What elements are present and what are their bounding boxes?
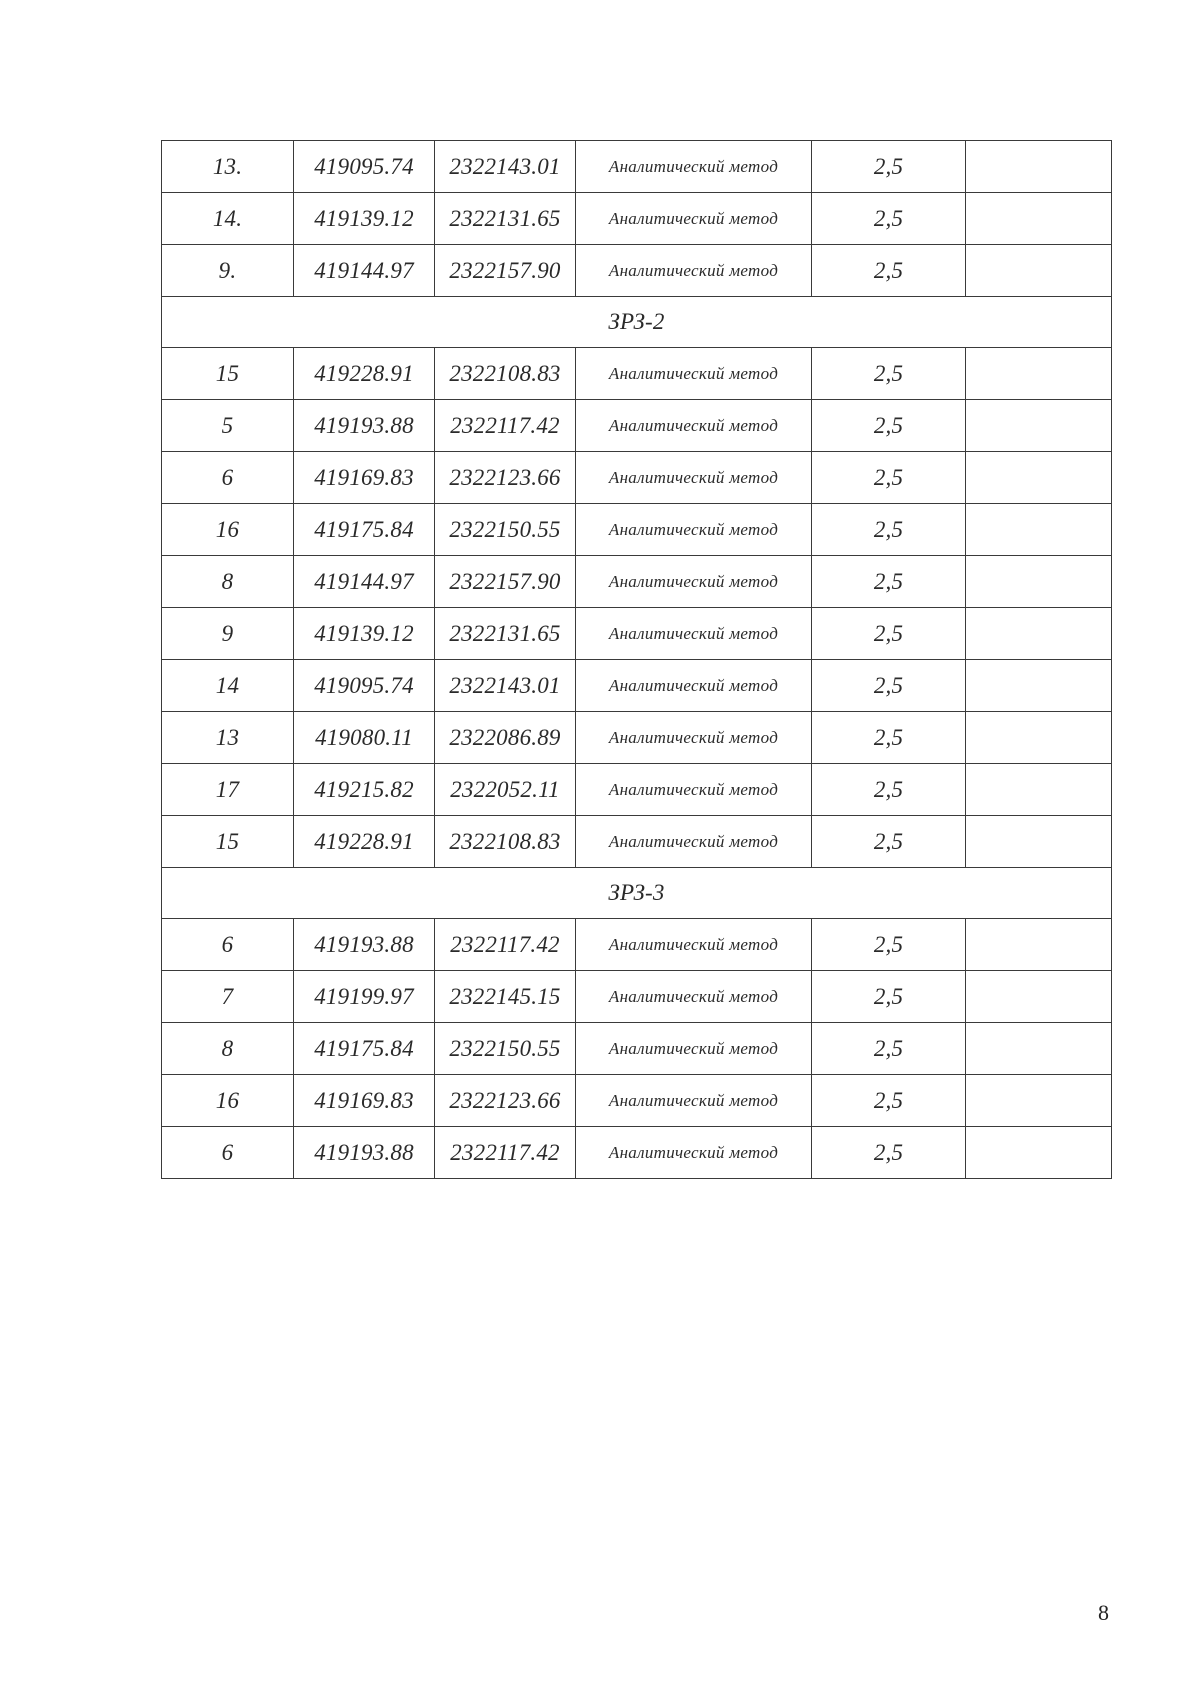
y-coordinate-cell: 2322117.42 — [435, 400, 576, 452]
extra-cell — [966, 193, 1112, 245]
section-header-row — [162, 868, 1112, 919]
table-row — [162, 919, 1112, 971]
extra-cell — [966, 608, 1112, 660]
section-header-row — [162, 297, 1112, 348]
accuracy-cell: 2,5 — [812, 608, 966, 660]
y-coordinate-cell: 2322131.65 — [435, 193, 576, 245]
table-row — [162, 1127, 1112, 1179]
method-cell: Аналитический метод — [576, 141, 812, 193]
accuracy-cell: 2,5 — [812, 400, 966, 452]
y-coordinate-cell: 2322150.55 — [435, 1023, 576, 1075]
extra-cell — [966, 1023, 1112, 1075]
method-cell: Аналитический метод — [576, 348, 812, 400]
method-cell: Аналитический метод — [576, 1023, 812, 1075]
accuracy-cell: 2,5 — [812, 452, 966, 504]
accuracy-cell: 2,5 — [812, 193, 966, 245]
extra-cell — [966, 1075, 1112, 1127]
point-number-cell: 17 — [162, 764, 294, 816]
method-cell: Аналитический метод — [576, 400, 812, 452]
y-coordinate-cell: 2322123.66 — [435, 452, 576, 504]
y-coordinate-cell: 2322108.83 — [435, 816, 576, 868]
table-row — [162, 1075, 1112, 1127]
accuracy-cell: 2,5 — [812, 919, 966, 971]
point-number-cell: 15 — [162, 816, 294, 868]
point-number-cell: 16 — [162, 1075, 294, 1127]
y-coordinate-cell: 2322143.01 — [435, 141, 576, 193]
method-cell: Аналитический метод — [576, 1075, 812, 1127]
method-cell: Аналитический метод — [576, 245, 812, 297]
point-number-cell: 6 — [162, 452, 294, 504]
coordinates-table-body — [162, 141, 1112, 1179]
y-coordinate-cell: 2322117.42 — [435, 1127, 576, 1179]
section-title: ЗРЗ-3 — [162, 868, 1112, 919]
method-cell: Аналитический метод — [576, 193, 812, 245]
extra-cell — [966, 504, 1112, 556]
table-row — [162, 816, 1112, 868]
extra-cell — [966, 1127, 1112, 1179]
table-row — [162, 504, 1112, 556]
extra-cell — [966, 919, 1112, 971]
accuracy-cell: 2,5 — [812, 971, 966, 1023]
point-number-cell: 13. — [162, 141, 294, 193]
method-cell: Аналитический метод — [576, 452, 812, 504]
accuracy-cell: 2,5 — [812, 816, 966, 868]
y-coordinate-cell: 2322086.89 — [435, 712, 576, 764]
extra-cell — [966, 660, 1112, 712]
method-cell: Аналитический метод — [576, 608, 812, 660]
point-number-cell: 9. — [162, 245, 294, 297]
section-title: ЗРЗ-2 — [162, 297, 1112, 348]
method-cell: Аналитический метод — [576, 660, 812, 712]
method-cell: Аналитический метод — [576, 1127, 812, 1179]
point-number-cell: 15 — [162, 348, 294, 400]
x-coordinate-cell: 419228.91 — [294, 816, 435, 868]
table-row — [162, 608, 1112, 660]
method-cell: Аналитический метод — [576, 504, 812, 556]
accuracy-cell: 2,5 — [812, 348, 966, 400]
table-row — [162, 400, 1112, 452]
y-coordinate-cell: 2322052.11 — [435, 764, 576, 816]
x-coordinate-cell: 419139.12 — [294, 608, 435, 660]
y-coordinate-cell: 2322108.83 — [435, 348, 576, 400]
point-number-cell: 8 — [162, 1023, 294, 1075]
page-number: 8 — [1098, 1600, 1109, 1625]
method-cell: Аналитический метод — [576, 556, 812, 608]
point-number-cell: 13 — [162, 712, 294, 764]
x-coordinate-cell: 419193.88 — [294, 919, 435, 971]
method-cell: Аналитический метод — [576, 816, 812, 868]
method-cell: Аналитический метод — [576, 919, 812, 971]
point-number-cell: 6 — [162, 919, 294, 971]
y-coordinate-cell: 2322123.66 — [435, 1075, 576, 1127]
extra-cell — [966, 971, 1112, 1023]
y-coordinate-cell: 2322145.15 — [435, 971, 576, 1023]
point-number-cell: 14 — [162, 660, 294, 712]
table-row — [162, 764, 1112, 816]
point-number-cell: 9 — [162, 608, 294, 660]
table-row — [162, 348, 1112, 400]
accuracy-cell: 2,5 — [812, 1023, 966, 1075]
x-coordinate-cell: 419175.84 — [294, 504, 435, 556]
table-row — [162, 452, 1112, 504]
method-cell: Аналитический метод — [576, 971, 812, 1023]
y-coordinate-cell: 2322157.90 — [435, 245, 576, 297]
point-number-cell: 5 — [162, 400, 294, 452]
accuracy-cell: 2,5 — [812, 245, 966, 297]
x-coordinate-cell: 419175.84 — [294, 1023, 435, 1075]
accuracy-cell: 2,5 — [812, 1075, 966, 1127]
extra-cell — [966, 141, 1112, 193]
x-coordinate-cell: 419193.88 — [294, 1127, 435, 1179]
y-coordinate-cell: 2322117.42 — [435, 919, 576, 971]
x-coordinate-cell: 419215.82 — [294, 764, 435, 816]
accuracy-cell: 2,5 — [812, 141, 966, 193]
extra-cell — [966, 816, 1112, 868]
extra-cell — [966, 245, 1112, 297]
x-coordinate-cell: 419169.83 — [294, 452, 435, 504]
x-coordinate-cell: 419144.97 — [294, 556, 435, 608]
coordinates-table — [161, 140, 1112, 1179]
table-row — [162, 556, 1112, 608]
accuracy-cell: 2,5 — [812, 660, 966, 712]
extra-cell — [966, 556, 1112, 608]
accuracy-cell: 2,5 — [812, 504, 966, 556]
y-coordinate-cell: 2322150.55 — [435, 504, 576, 556]
point-number-cell: 16 — [162, 504, 294, 556]
table-row — [162, 971, 1112, 1023]
x-coordinate-cell: 419080.11 — [294, 712, 435, 764]
table-row — [162, 193, 1112, 245]
x-coordinate-cell: 419228.91 — [294, 348, 435, 400]
method-cell: Аналитический метод — [576, 764, 812, 816]
y-coordinate-cell: 2322157.90 — [435, 556, 576, 608]
extra-cell — [966, 764, 1112, 816]
extra-cell — [966, 348, 1112, 400]
point-number-cell: 14. — [162, 193, 294, 245]
accuracy-cell: 2,5 — [812, 712, 966, 764]
extra-cell — [966, 712, 1112, 764]
x-coordinate-cell: 419193.88 — [294, 400, 435, 452]
table-row — [162, 1023, 1112, 1075]
table-row — [162, 712, 1112, 764]
table-row — [162, 245, 1112, 297]
y-coordinate-cell: 2322131.65 — [435, 608, 576, 660]
extra-cell — [966, 400, 1112, 452]
x-coordinate-cell: 419139.12 — [294, 193, 435, 245]
point-number-cell: 6 — [162, 1127, 294, 1179]
x-coordinate-cell: 419199.97 — [294, 971, 435, 1023]
method-cell: Аналитический метод — [576, 712, 812, 764]
table-row — [162, 141, 1112, 193]
point-number-cell: 8 — [162, 556, 294, 608]
accuracy-cell: 2,5 — [812, 1127, 966, 1179]
x-coordinate-cell: 419144.97 — [294, 245, 435, 297]
accuracy-cell: 2,5 — [812, 764, 966, 816]
x-coordinate-cell: 419095.74 — [294, 660, 435, 712]
point-number-cell: 7 — [162, 971, 294, 1023]
x-coordinate-cell: 419095.74 — [294, 141, 435, 193]
y-coordinate-cell: 2322143.01 — [435, 660, 576, 712]
accuracy-cell: 2,5 — [812, 556, 966, 608]
table-row — [162, 660, 1112, 712]
x-coordinate-cell: 419169.83 — [294, 1075, 435, 1127]
extra-cell — [966, 452, 1112, 504]
